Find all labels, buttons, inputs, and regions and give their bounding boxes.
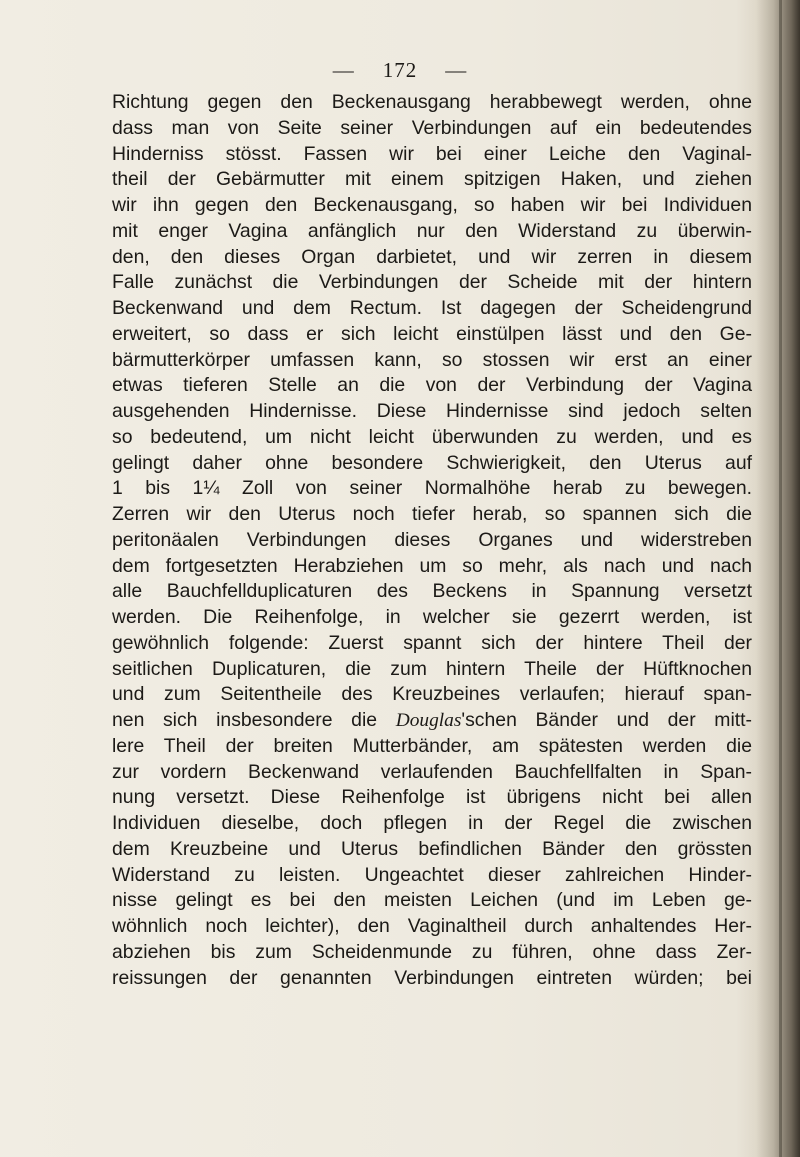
text-line: wöhnlich noch leichter), den Vaginaltheil durch anhaltendes Her-	[112, 915, 752, 937]
text-line: den, den dieses Organ darbietet, und wir zerren in diesem	[112, 245, 752, 268]
text-line: dem fortgesetzten Herabziehen um so mehr, als nach und nach	[112, 554, 752, 577]
text-line: abziehen bis zum Scheidenmunde zu führen, ohne dass Zer-	[112, 940, 752, 963]
text-line: theil der Gebärmutter mit einem spitzigen Haken, und ziehen	[112, 168, 752, 191]
header-dash-right: —	[445, 58, 468, 82]
text-line: Zerren wir den Uterus noch tiefer herab, so spannen sich die	[112, 503, 752, 525]
text-line: Richtung gegen den Beckenausgang herabbewegt werden, ohne	[112, 91, 752, 113]
text-line: etwas tieferen Stelle an die von der Verbindung der Vagina	[112, 374, 752, 397]
text-line: ausgehenden Hindernisse. Diese Hindernisse sind jedoch selten	[112, 400, 752, 422]
text-line: dem Kreuzbeine und Uterus befindlichen Bänder den grössten	[112, 837, 752, 860]
text-line: nisse gelingt es bei den meisten Leichen (und im Leben ge-	[112, 889, 752, 912]
text-line: Individuen dieselbe, doch pflegen in der Regel die zwischen	[112, 812, 752, 834]
italic-name: Douglas	[395, 710, 462, 731]
text-line: Falle zunächst die Verbindungen der Scheide mit der hintern	[112, 271, 752, 294]
text-line: Beckenwand und dem Rectum. Ist dagegen der Scheidengrund	[112, 297, 752, 319]
text-line: Widerstand zu leisten. Ungeachtet dieser zahlreichen Hinder-	[112, 863, 752, 886]
text-line: lere Theil der breiten Mutterbänder, am spätesten werden die	[112, 734, 752, 757]
text-line: werden. Die Reihenfolge, in welcher sie gezerrt werden, ist	[112, 606, 752, 628]
text-line: seitlichen Duplicaturen, die zum hintern Theile der Hüftknochen	[112, 657, 752, 680]
binding-edge	[779, 0, 782, 1157]
text-line: so bedeutend, um nicht leicht überwunden zu werden, und es	[112, 425, 752, 448]
text-line: alle Bauchfellduplicaturen des Beckens in Spannung versetzt	[112, 580, 752, 603]
page-number: 172	[382, 58, 418, 82]
text-line: peritonäalen Verbindungen dieses Organes und widerstreben	[112, 528, 752, 551]
binding-shadow	[756, 0, 800, 1157]
body-text	[112, 90, 752, 991]
text-line: Hinderniss stösst. Fassen wir bei einer Leiche den Vaginal-	[112, 142, 752, 165]
text-line: mit enger Vagina anfänglich nur den Widerstand zu überwin-	[112, 219, 752, 242]
text-line: und zum Seitentheile des Kreuzbeines verlaufen; hierauf span-	[112, 683, 752, 706]
text-line: reissungen der genannten Verbindungen eintreten würden; bei	[112, 966, 752, 989]
text-line: nen sich insbesondere die Douglas'schen Bänder und der mitt-	[112, 709, 752, 731]
text-line: dass man von Seite seiner Verbindungen auf ein bedeutendes	[112, 116, 752, 139]
text-line: nung versetzt. Diese Reihenfolge ist übrigens nicht bei allen	[112, 786, 752, 809]
text-line: gelingt daher ohne besondere Schwierigkeit, den Uterus auf	[112, 451, 752, 474]
text-line: zur vordern Beckenwand verlaufenden Bauchfellfalten in Span-	[112, 760, 752, 783]
page-header	[0, 58, 800, 83]
text-line: bärmutterkörper umfassen kann, so stossen wir erst an einer	[112, 348, 752, 371]
text-line: 1 bis 1¼ Zoll von seiner Normalhöhe herab zu bewegen.	[112, 477, 752, 500]
text-line: gewöhnlich folgende: Zuerst spannt sich der hintere Theil der	[112, 631, 752, 654]
text-line: erweitert, so dass er sich leicht einstülpen lässt und den Ge-	[112, 322, 752, 345]
text-line: wir ihn gegen den Beckenausgang, so haben wir bei Individuen	[112, 194, 752, 216]
header-dash-left: —	[332, 58, 355, 82]
